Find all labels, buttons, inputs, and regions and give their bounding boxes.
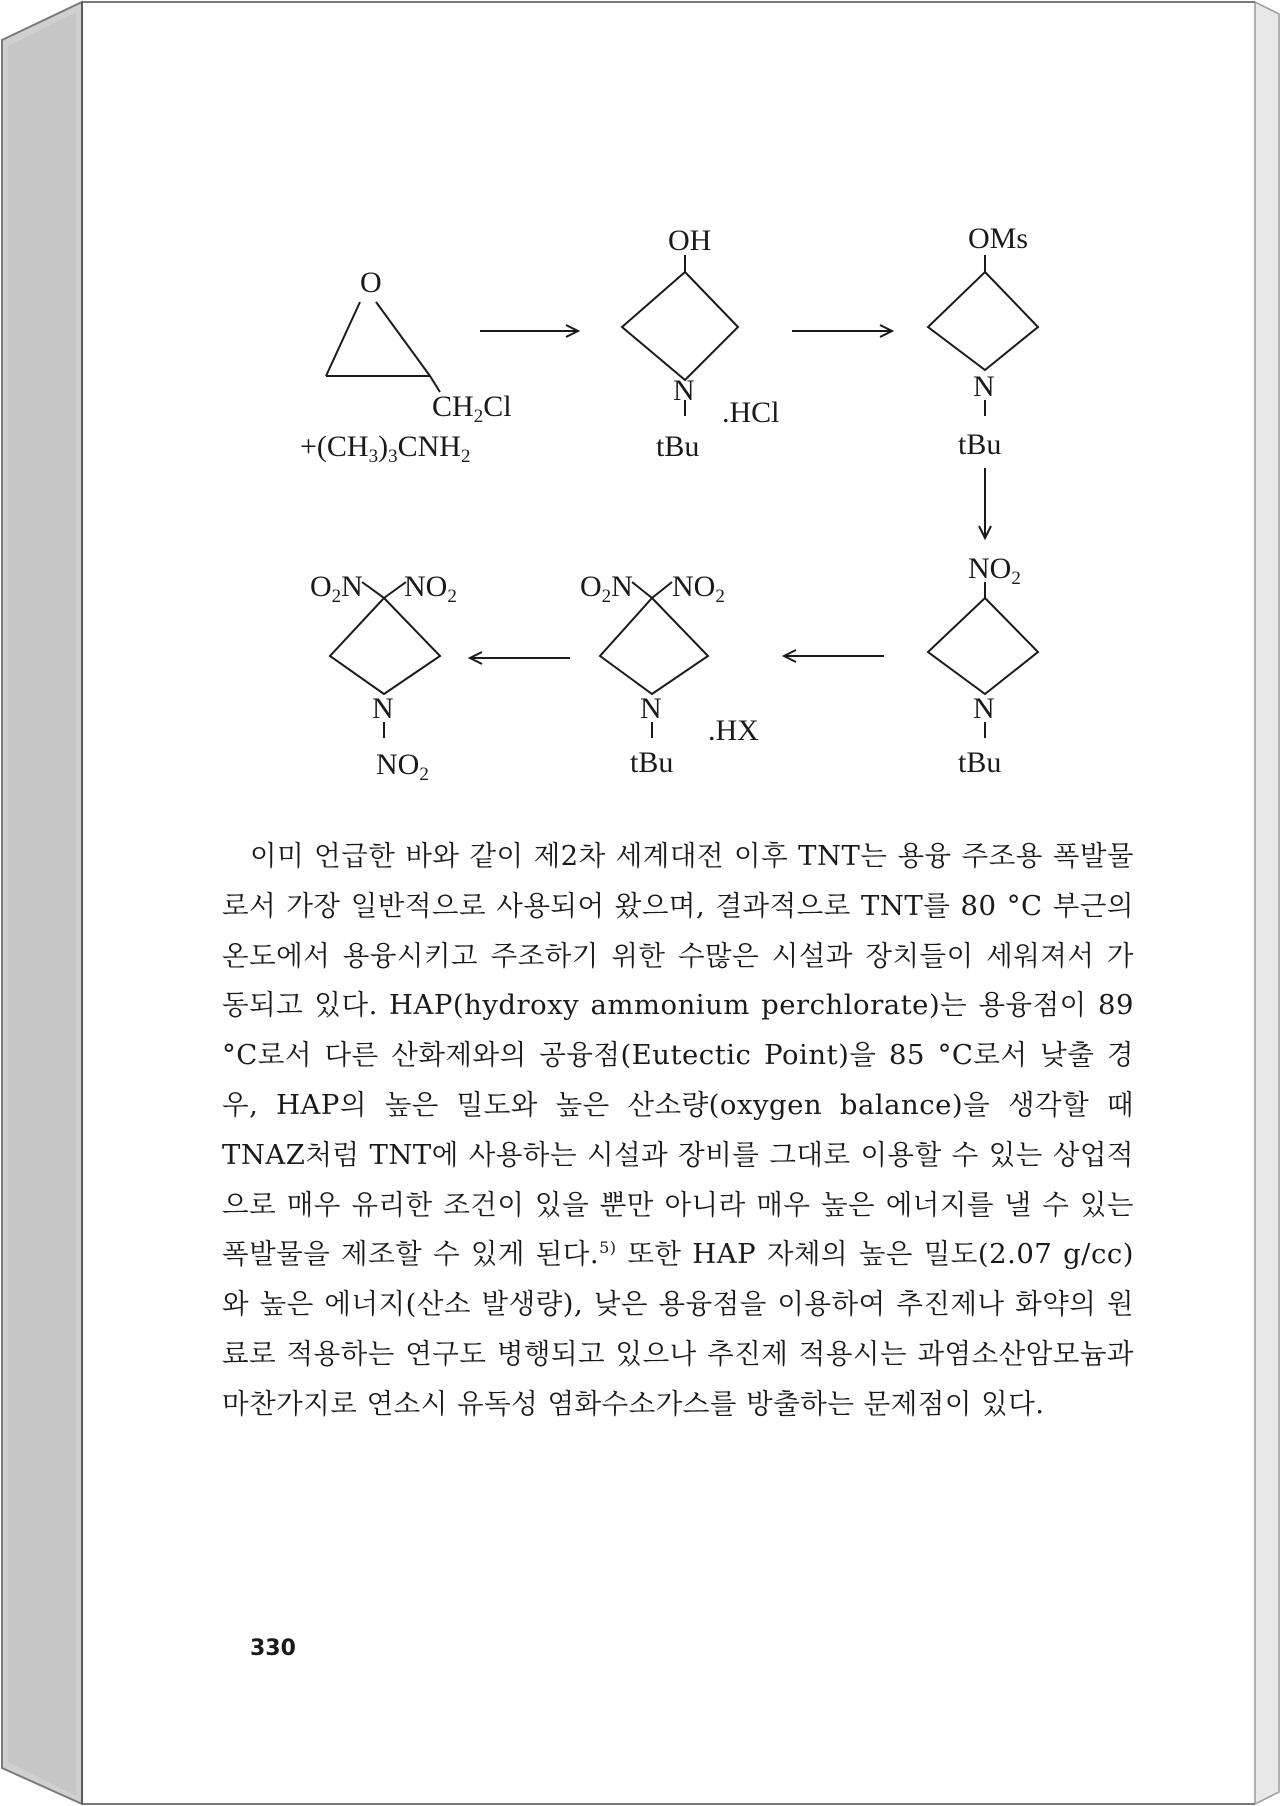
azetidinol-tbu-label: tBu bbox=[656, 430, 700, 463]
reaction-arrow-2 bbox=[792, 325, 892, 337]
reaction-arrow-3 bbox=[979, 468, 991, 538]
reaction-arrow-5 bbox=[470, 652, 570, 664]
paragraph-tail-text: 또한 HAP 자체의 높은 밀도(2.07 g/cc)와 높은 에너지(산소 발생량), 낮은 용융점을 이용하여 추진제나 화약의 원료로 적용하는 연구도 병행되고 있으나 추진제 적용시는 과염소산암모늄과 마찬가지로 연소시 유독성 염화수소가스를 방출하는 문제점이 있다. bbox=[222, 1238, 1134, 1420]
paragraph-main-text: 이미 언급한 바와 같이 제2차 세계대전 이후 TNT는 용융 주조용 폭발물로서 가장 일반적으로 사용되어 왔으며, 결과적으로 TNT를 80 °C 부근의 온도에서 용융시키고 주조하기 위한 수많은 시설과 장치들이 세워져서 가동되고 있다. HAP(hydroxy ammonium perchlorate)는 용융점이 89 °C로서 다른 산화제와의 공융점(Eutectic Point)을 85 °C로서 낮출 경우, HAP의 높은 밀도와 높은 산소량(oxygen balance)을 생각할 때 TNAZ처럼 TNT에 사용하는 시설과 장비를 그대로 이용할 수 있는 상업적으로 매우 유리한 조건이 있을 뿐만 아니라 매우 높은 에너지를 낼 수 있는 폭발물을 제조할 수 있게 된다. bbox=[222, 840, 1134, 1271]
reaction-arrow-4 bbox=[784, 650, 884, 662]
salt-right-nitro-label: $NO_2$ bbox=[672, 570, 725, 607]
chloromethyl-label: $CH_2Cl$ bbox=[432, 390, 512, 427]
nitroazetidine-tbu-label: tBu bbox=[958, 746, 1002, 779]
hydroxyl-label: OH bbox=[668, 224, 712, 257]
body-paragraph bbox=[222, 832, 1134, 1430]
reaction-scheme bbox=[0, 0, 1281, 800]
tnaz-right-nitro-label: $NO_2$ bbox=[404, 570, 457, 607]
azetidinol-nitrogen-label: N bbox=[673, 374, 695, 407]
page-number: 330 bbox=[250, 1636, 296, 1661]
hcl-salt-label: .HCl bbox=[722, 396, 780, 429]
nitro-label: $NO_2$ bbox=[968, 552, 1021, 589]
nitroazetidine-nitrogen-label: N bbox=[973, 692, 995, 725]
tert-butylamine-label: $+(CH_3)_3CNH_2$ bbox=[300, 430, 471, 467]
tnaz-nitramine-label: $NO_2$ bbox=[376, 748, 429, 785]
epoxide-ring bbox=[326, 302, 440, 392]
paragraph-hap bbox=[222, 832, 1134, 1430]
hx-salt-label: .HX bbox=[708, 714, 759, 747]
salt-tbu-label: tBu bbox=[630, 746, 674, 779]
tnaz-nitrogen-label: N bbox=[372, 692, 394, 725]
mesylate-nitrogen-label: N bbox=[973, 370, 995, 403]
reaction-arrow-1 bbox=[480, 325, 578, 337]
salt-left-nitro-label: $O_2N$ bbox=[580, 570, 633, 607]
mesylate-tbu-label: tBu bbox=[958, 428, 1002, 461]
footnote-reference: 5) bbox=[599, 1238, 617, 1258]
salt-nitrogen-label: N bbox=[640, 692, 662, 725]
tnaz-left-nitro-label: $O_2N$ bbox=[310, 570, 363, 607]
mesylate-label: OMs bbox=[968, 222, 1029, 255]
epoxide-oxygen-label: O bbox=[360, 266, 382, 299]
